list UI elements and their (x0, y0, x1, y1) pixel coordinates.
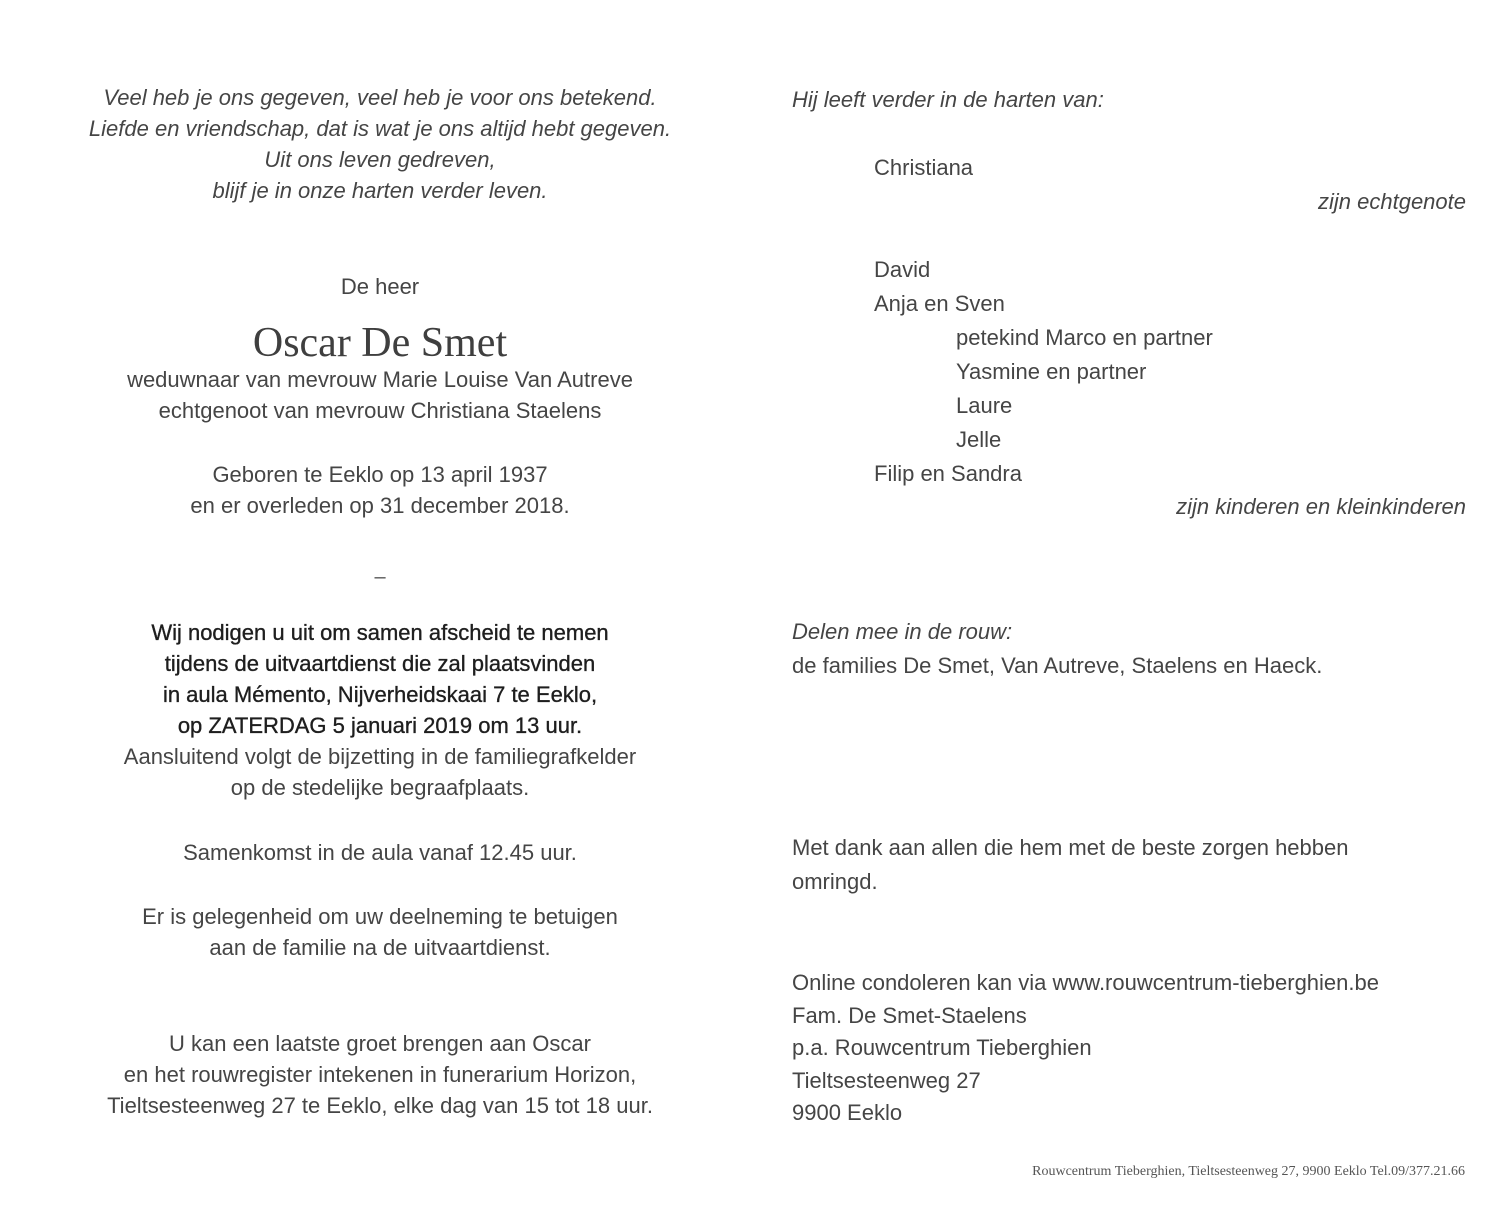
contact-city: 9900 Eeklo (792, 1100, 903, 1125)
children-list (874, 253, 1213, 491)
deceased-name: Oscar De Smet (252, 320, 508, 366)
relation-line: echtgenoot van mevrouw Christiana Staelens (158, 398, 602, 423)
children-role: zijn kinderen en kleinkinderen (1176, 494, 1466, 519)
relations (0, 364, 760, 426)
burial-line: op de stedelijke begraafplaats. (230, 775, 530, 800)
poem-line: Liefde en vriendschap, dat is wat je ons altijd hebt gegeven. (88, 116, 672, 141)
child-name: Filip en Sandra (874, 461, 1022, 486)
contact-section (792, 967, 1379, 1130)
condolence-line: Er is gelegenheid om uw deelneming te betuigen (142, 904, 618, 929)
poem-line: blijf je in onze harten verder leven. (212, 178, 548, 203)
memorial-poem (0, 82, 760, 206)
survivors-heading: Hij leeft verder in de harten van: (792, 87, 1104, 112)
funeral-home-footer: Rouwcentrum Tieberghien, Tieltsesteenweg 27, 9900 Eeklo Tel.09/377.21.66 (1032, 1164, 1465, 1179)
visit-line: Tieltsesteenweg 27 te Eeklo, elke dag van 15 tot 18 uur. (107, 1093, 653, 1118)
grandchild-name: Laure (956, 393, 1013, 418)
mourning-section (792, 615, 1322, 683)
title-prefix: De heer (340, 274, 420, 299)
relation-line: weduwnaar van mevrouw Marie Louise Van Autreve (127, 367, 633, 392)
gathering-info: Samenkomst in de aula vanaf 12.45 uur. (183, 840, 577, 865)
thanks-section (792, 831, 1349, 899)
poem-line: Uit ons leven gedreven, (264, 147, 496, 172)
grandchild-name: Yasmine en partner (956, 359, 1147, 384)
child-name: David (874, 257, 931, 282)
condolence-line: aan de familie na de uitvaartdienst. (209, 935, 551, 960)
visit-line: U kan een laatste groet brengen aan Oscar (169, 1031, 591, 1056)
poem-line: Veel heb je ons gegeven, veel heb je voor ons betekend. (103, 85, 657, 110)
visit-line: en het rouwregister intekenen in funerarium Horizon, (123, 1062, 637, 1087)
grandchild-name: petekind Marco en partner (956, 325, 1213, 350)
life-dates (0, 459, 760, 521)
birth-line: Geboren te Eeklo op 13 april 1937 (212, 462, 548, 487)
mourning-heading: Delen mee in de rouw: (792, 619, 1013, 644)
condolence-info (0, 901, 760, 963)
spouse-name: Christiana (874, 155, 974, 180)
grandchild-name: Jelle (956, 427, 1002, 452)
death-line: en er overleden op 31 december 2018. (190, 493, 570, 518)
spouse-role: zijn echtgenote (1318, 189, 1466, 214)
contact-family: Fam. De Smet-Staelens (792, 1002, 1027, 1028)
child-name: Anja en Sven (874, 291, 1005, 316)
thanks-line: omringd. (792, 869, 878, 894)
families-line: de families De Smet, Van Autreve, Staelens en Haeck. (792, 653, 1323, 678)
online-condolence-line: Online condoleren kan via www.rouwcentrum-tieberghien.be (792, 970, 1379, 995)
invitation-line: in aula Mémento, Nijverheidskaai 7 te Eeklo, (162, 682, 598, 707)
visitation-info (0, 1028, 760, 1121)
invitation-line: Wij nodigen u uit om samen afscheid te nemen (151, 620, 609, 645)
burial-line: Aansluitend volgt de bijzetting in de familiegrafkelder (123, 744, 637, 769)
invitation-line: tijdens de uitvaartdienst die zal plaatsvinden (164, 651, 596, 676)
separator: – (374, 566, 386, 588)
contact-street: Tieltsesteenweg 27 (792, 1067, 981, 1093)
invitation-line: op ZATERDAG 5 januari 2019 om 13 uur. (177, 713, 583, 738)
contact-care-of: p.a. Rouwcentrum Tieberghien (792, 1035, 1092, 1060)
thanks-line: Met dank aan allen die hem met de beste zorgen hebben (792, 835, 1349, 860)
funeral-invitation (0, 617, 760, 803)
